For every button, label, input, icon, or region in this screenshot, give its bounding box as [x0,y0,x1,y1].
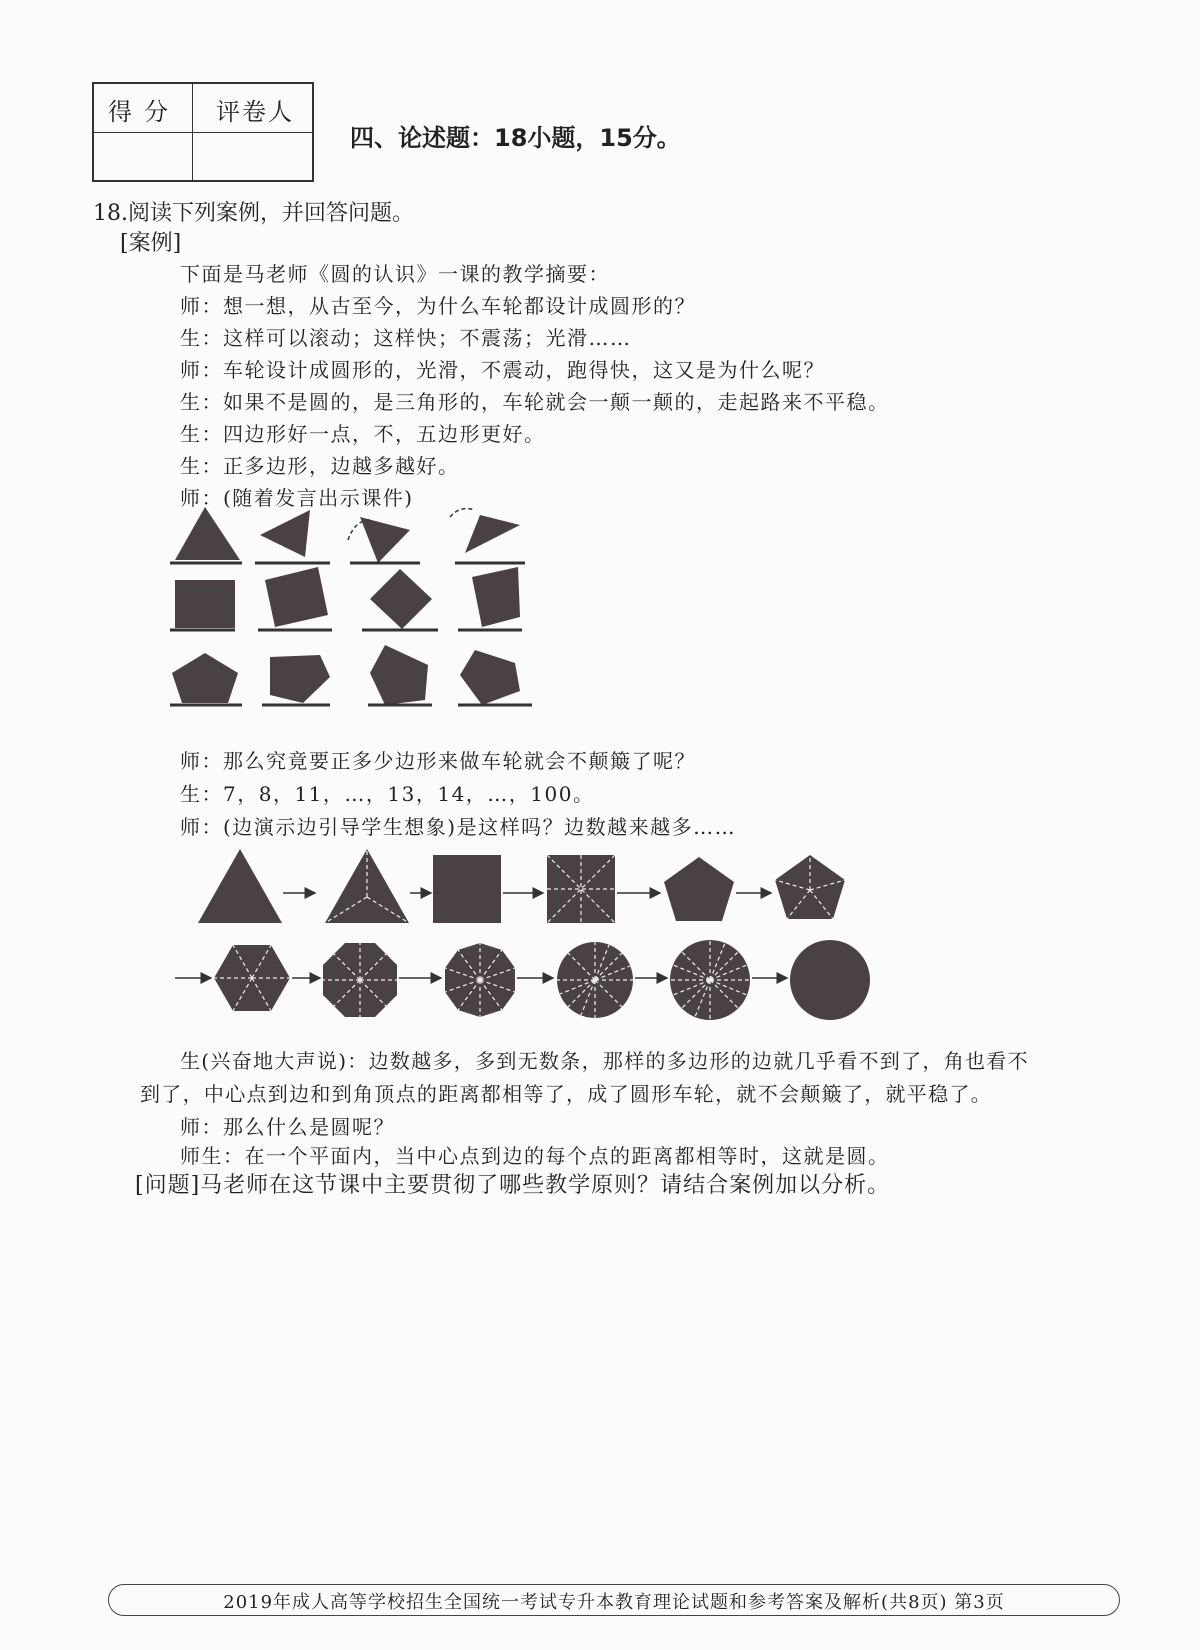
roll-arc [450,509,475,517]
dialogue-line: 师：(边演示边引导学生想象)是这样吗？边数越来越多…… [180,815,737,839]
circle-shape [790,940,870,1020]
score-table [92,82,314,182]
pentagon-shape [270,655,330,703]
question-intro: 18.阅读下列案例，并回答问题。 [93,201,414,226]
triangle-shape [360,517,410,563]
pentagon-shape [664,857,734,921]
student-paragraph-line: 到了，中心点到边和到角顶点的距离都相等了，成了圆形车轮，就不会颠簸了，就平稳了。 [140,1082,992,1106]
square-shape [370,569,432,629]
pentagon-shape [172,653,238,703]
problem-text: [问题]马老师在这节课中主要贯彻了哪些教学原则？请结合案例加以分析。 [135,1173,891,1198]
polygon-progression-figure [175,845,915,1025]
pentagon-shape [370,645,428,705]
case-line: 生：这样可以滚动；这样快；不震荡；光滑…… [180,326,632,350]
score-header: 得分 [108,98,180,126]
rolling-polygons-figure [170,505,570,745]
square-shape [472,567,520,627]
square-shape [265,567,328,627]
case-line: 生：四边形好一点，不，五边形更好。 [180,422,546,446]
page-footer [108,1584,1120,1616]
case-line: 师：想一想，从古至今，为什么车轮都设计成圆形的？ [180,294,696,318]
triangle-shape [260,510,310,557]
triangle-shape [175,507,240,560]
case-line: 师：(随着发言出示课件) [180,486,414,510]
square-shape [175,580,235,628]
case-line: 生：正多边形，边越多越好。 [180,454,460,478]
case-line: 下面是马老师《圆的认识》一课的教学摘要： [180,262,610,286]
dialogue-line: 生：7，8，11，…，13，14，…，100。 [180,782,595,806]
triangle-shape [465,515,520,553]
case-line: 师：车轮设计成圆形的，光滑，不震动，跑得快，这又是为什么呢？ [180,358,825,382]
footer-text: 2019年成人高等学校招生全国统一考试专升本教育理论试题和参考答案及解析(共8页) 第3页 [223,1592,1005,1613]
together-answer: 师生：在一个平面内，当中心点到边的每个点的距离都相等时，这就是圆。 [180,1144,890,1168]
section-title: 四、论述题：18小题，15分。 [350,124,681,152]
grader-header: 评卷人 [216,98,294,126]
case-line: 生：如果不是圆的，是三角形的，车轮就会一颠一颠的，走起路来不平稳。 [180,390,890,414]
dialogue-line: 师：那么究竟要正多少边形来做车轮就会不颠簸了呢？ [180,749,696,773]
table-divider [94,132,312,133]
teacher-question: 师：那么什么是圆呢？ [180,1115,395,1139]
pentagon-shape [460,650,520,705]
case-tag: [案例] [120,231,182,256]
student-paragraph-line: 生(兴奋地大声说)：边数越多，多到无数条，那样的多边形的边就几乎看不到了，角也看不 [180,1049,1029,1073]
triangle-shape [198,849,282,923]
